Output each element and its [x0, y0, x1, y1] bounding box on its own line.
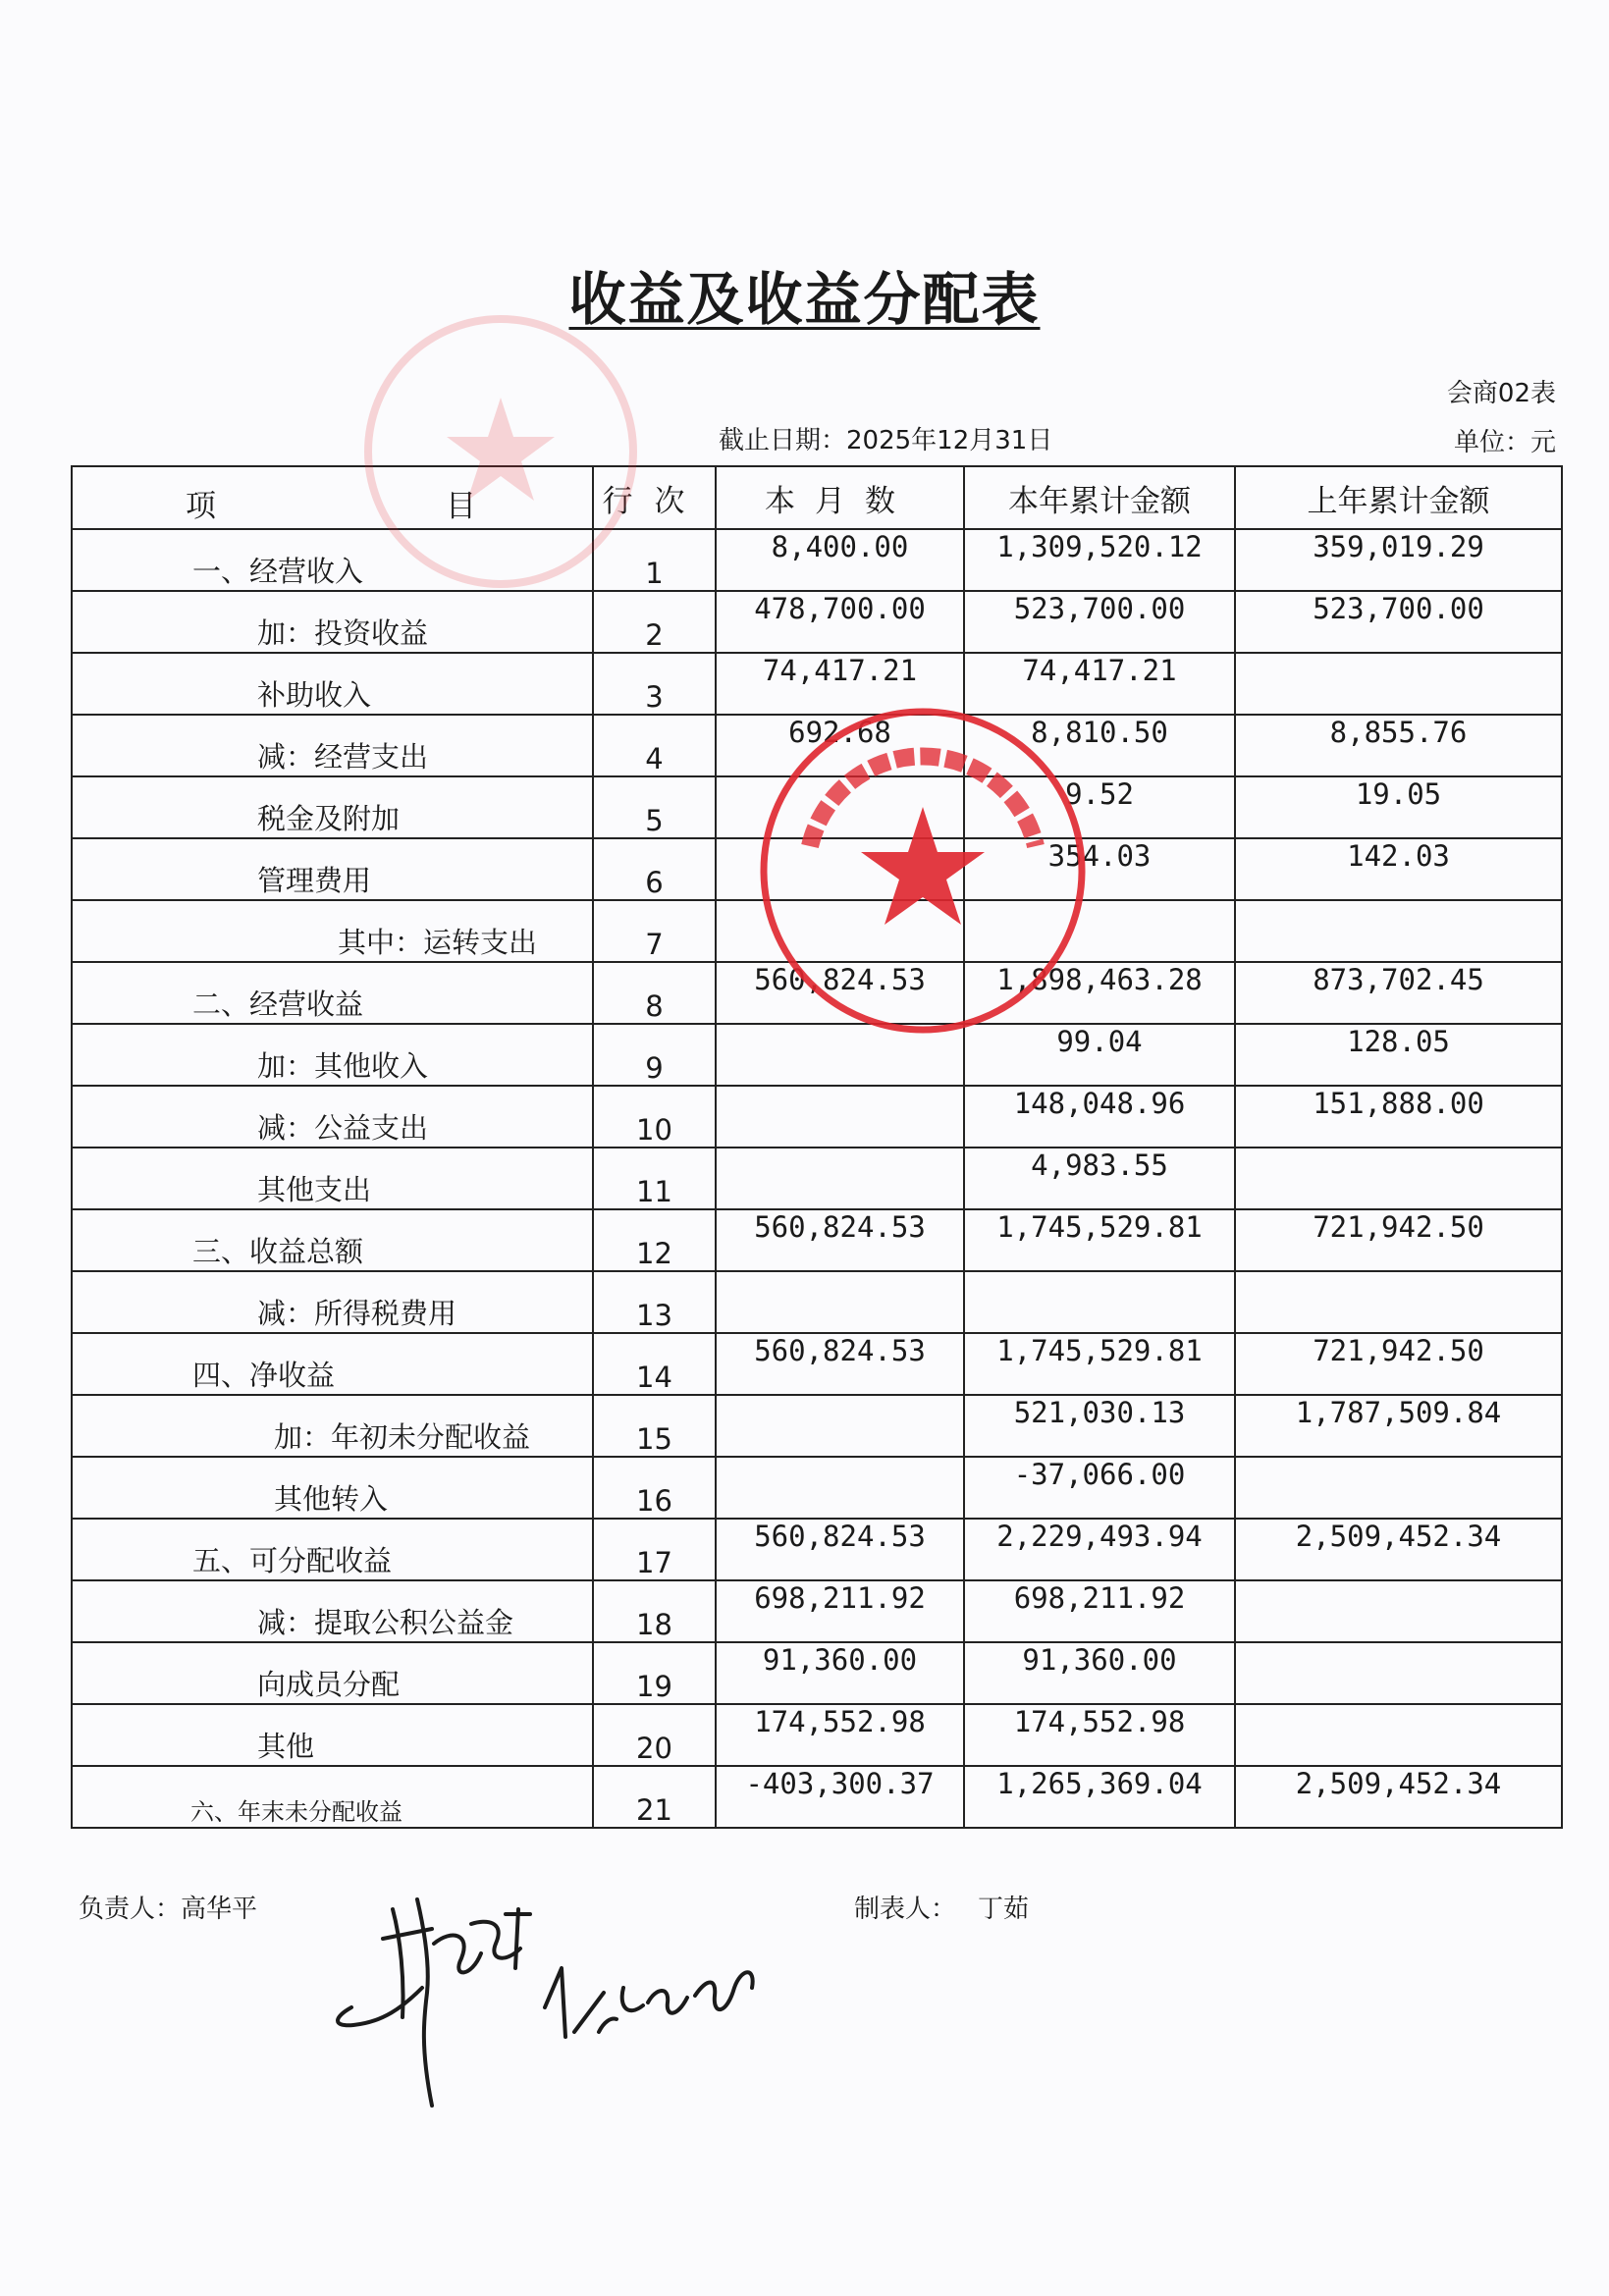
row-line-no: 19	[593, 1642, 716, 1704]
row-line-no: 2	[593, 591, 716, 653]
row-this-month: 174,552.98	[716, 1704, 964, 1766]
row-prev-year	[1235, 1271, 1562, 1333]
row-ytd: -37,066.00	[964, 1457, 1235, 1519]
row-label: 加：投资收益	[72, 591, 593, 653]
row-this-month: 560,824.53	[716, 1519, 964, 1580]
row-ytd: 9.52	[964, 776, 1235, 838]
row-this-month	[716, 1271, 964, 1333]
row-prev-year: 142.03	[1235, 838, 1562, 900]
row-this-month: 692.68	[716, 715, 964, 776]
row-ytd	[964, 1271, 1235, 1333]
header-ytd: 本年累计金额	[964, 466, 1235, 529]
table-row	[72, 1457, 1562, 1519]
table-row	[72, 1395, 1562, 1457]
row-label: 一、经营收入	[72, 529, 593, 591]
row-label: 四、净收益	[72, 1333, 593, 1395]
row-ytd	[964, 900, 1235, 962]
row-ytd: 523,700.00	[964, 591, 1235, 653]
table-header-row	[72, 466, 1562, 529]
header-item	[72, 466, 593, 529]
row-line-no: 18	[593, 1580, 716, 1642]
row-this-month: 560,824.53	[716, 1209, 964, 1271]
row-line-no: 7	[593, 900, 716, 962]
row-label: 减：经营支出	[72, 715, 593, 776]
row-label: 其中：运转支出	[72, 900, 593, 962]
row-ytd: 521,030.13	[964, 1395, 1235, 1457]
row-ytd: 698,211.92	[964, 1580, 1235, 1642]
row-prev-year: 523,700.00	[1235, 591, 1562, 653]
header-line-no: 行次	[593, 466, 716, 529]
header-item-right: 目	[446, 489, 476, 524]
table-row	[72, 1580, 1562, 1642]
row-this-month: 8,400.00	[716, 529, 964, 591]
row-label: 向成员分配	[72, 1642, 593, 1704]
row-this-month	[716, 838, 964, 900]
table-row	[72, 1086, 1562, 1148]
row-line-no: 6	[593, 838, 716, 900]
row-this-month	[716, 1086, 964, 1148]
table-row	[72, 1271, 1562, 1333]
handwritten-signature	[324, 1870, 776, 2135]
table-row	[72, 1148, 1562, 1209]
row-this-month	[716, 1395, 964, 1457]
row-label: 管理费用	[72, 838, 593, 900]
form-code: 会商02表	[1446, 379, 1556, 408]
table-row	[72, 1209, 1562, 1271]
row-line-no: 5	[593, 776, 716, 838]
table-row	[72, 529, 1562, 591]
row-label: 加：其他收入	[72, 1024, 593, 1086]
table-row	[72, 1766, 1562, 1828]
currency-unit: 单位：元	[1453, 428, 1556, 457]
table-row	[72, 1333, 1562, 1395]
row-line-no: 12	[593, 1209, 716, 1271]
row-this-month: 91,360.00	[716, 1642, 964, 1704]
row-ytd: 148,048.96	[964, 1086, 1235, 1148]
table-row	[72, 715, 1562, 776]
row-label: 加：年初未分配收益	[72, 1395, 593, 1457]
row-this-month: -403,300.37	[716, 1766, 964, 1828]
row-line-no: 17	[593, 1519, 716, 1580]
header-item-left: 项	[186, 489, 216, 524]
row-line-no: 21	[593, 1766, 716, 1828]
row-line-no: 11	[593, 1148, 716, 1209]
row-line-no: 15	[593, 1395, 716, 1457]
row-this-month	[716, 900, 964, 962]
table-row	[72, 1024, 1562, 1086]
row-line-no: 4	[593, 715, 716, 776]
row-ytd: 8,810.50	[964, 715, 1235, 776]
row-ytd: 1,745,529.81	[964, 1333, 1235, 1395]
row-prev-year: 873,702.45	[1235, 962, 1562, 1024]
row-line-no: 8	[593, 962, 716, 1024]
row-line-no: 20	[593, 1704, 716, 1766]
row-ytd: 174,552.98	[964, 1704, 1235, 1766]
responsible-person: 负责人：高华平	[79, 1895, 258, 1924]
document-title: 收益及收益分配表	[568, 266, 1041, 333]
row-ytd: 4,983.55	[964, 1148, 1235, 1209]
row-this-month	[716, 1457, 964, 1519]
row-prev-year: 359,019.29	[1235, 529, 1562, 591]
row-line-no: 3	[593, 653, 716, 715]
preparer	[854, 1889, 1029, 1925]
row-label: 减：提取公积公益金	[72, 1580, 593, 1642]
table-row	[72, 653, 1562, 715]
row-label: 税金及附加	[72, 776, 593, 838]
table-row	[72, 838, 1562, 900]
row-prev-year: 721,942.50	[1235, 1333, 1562, 1395]
row-line-no: 13	[593, 1271, 716, 1333]
cutoff-date: 截止日期：2025年12月31日	[719, 426, 1053, 455]
row-this-month: 698,211.92	[716, 1580, 964, 1642]
row-prev-year	[1235, 1704, 1562, 1766]
row-prev-year: 151,888.00	[1235, 1086, 1562, 1148]
row-prev-year: 721,942.50	[1235, 1209, 1562, 1271]
header-prev-year: 上年累计金额	[1235, 466, 1562, 529]
row-ytd: 99.04	[964, 1024, 1235, 1086]
row-this-month: 478,700.00	[716, 591, 964, 653]
table-row	[72, 900, 1562, 962]
row-label: 补助收入	[72, 653, 593, 715]
row-prev-year: 2,509,452.34	[1235, 1766, 1562, 1828]
row-ytd: 1,898,463.28	[964, 962, 1235, 1024]
row-ytd: 91,360.00	[964, 1642, 1235, 1704]
row-prev-year	[1235, 1457, 1562, 1519]
row-this-month: 74,417.21	[716, 653, 964, 715]
row-prev-year: 8,855.76	[1235, 715, 1562, 776]
row-prev-year	[1235, 1642, 1562, 1704]
row-this-month: 560,824.53	[716, 1333, 964, 1395]
row-prev-year	[1235, 1580, 1562, 1642]
row-label: 减：公益支出	[72, 1086, 593, 1148]
row-label: 五、可分配收益	[72, 1519, 593, 1580]
row-line-no: 1	[593, 529, 716, 591]
row-this-month	[716, 1148, 964, 1209]
row-label: 三、收益总额	[72, 1209, 593, 1271]
preparer-label: 制表人：	[854, 1895, 957, 1924]
table-row	[72, 962, 1562, 1024]
row-this-month	[716, 1024, 964, 1086]
row-line-no: 16	[593, 1457, 716, 1519]
row-prev-year: 2,509,452.34	[1235, 1519, 1562, 1580]
row-prev-year: 19.05	[1235, 776, 1562, 838]
row-ytd: 74,417.21	[964, 653, 1235, 715]
table-row	[72, 1642, 1562, 1704]
table-row	[72, 1519, 1562, 1580]
row-prev-year	[1235, 1148, 1562, 1209]
row-label: 减：所得税费用	[72, 1271, 593, 1333]
row-label: 其他转入	[72, 1457, 593, 1519]
row-ytd: 1,265,369.04	[964, 1766, 1235, 1828]
row-label: 其他支出	[72, 1148, 593, 1209]
row-label: 二、经营收益	[72, 962, 593, 1024]
row-line-no: 10	[593, 1086, 716, 1148]
row-ytd: 1,745,529.81	[964, 1209, 1235, 1271]
row-this-month	[716, 776, 964, 838]
row-prev-year	[1235, 653, 1562, 715]
row-label: 六、年末未分配收益	[72, 1766, 593, 1828]
row-label: 其他	[72, 1704, 593, 1766]
income-distribution-table	[71, 465, 1563, 1829]
row-line-no: 9	[593, 1024, 716, 1086]
row-this-month: 560,824.53	[716, 962, 964, 1024]
table-row	[72, 1704, 1562, 1766]
table-row	[72, 776, 1562, 838]
row-prev-year: 128.05	[1235, 1024, 1562, 1086]
row-ytd: 2,229,493.94	[964, 1519, 1235, 1580]
row-ytd: 1,309,520.12	[964, 529, 1235, 591]
header-this-month: 本月数	[716, 466, 964, 529]
row-prev-year	[1235, 900, 1562, 962]
row-line-no: 14	[593, 1333, 716, 1395]
row-prev-year: 1,787,509.84	[1235, 1395, 1562, 1457]
table-row	[72, 591, 1562, 653]
row-ytd: 354.03	[964, 838, 1235, 900]
preparer-name: 丁茹	[978, 1895, 1030, 1924]
